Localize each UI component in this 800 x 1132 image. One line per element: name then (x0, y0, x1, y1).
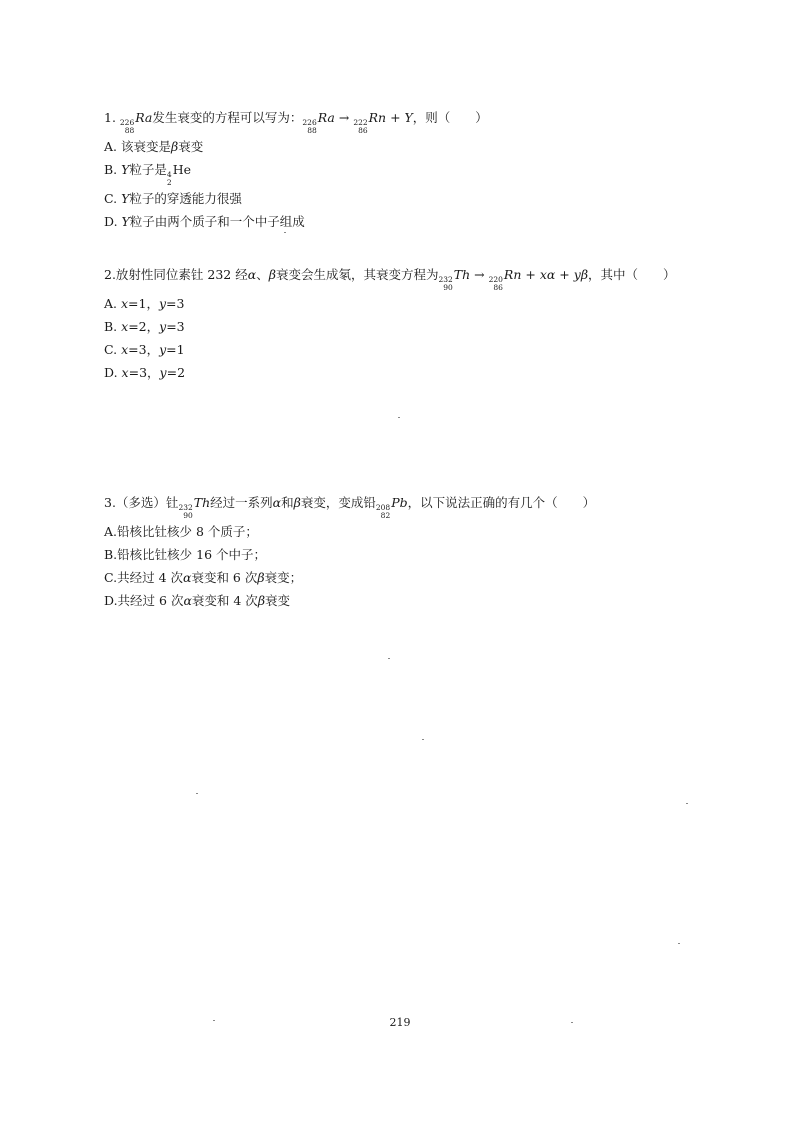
option-b: B. Y粒子是 4 2 He (104, 158, 488, 187)
nuclide-rn-222: 222 86 Rn (353, 110, 387, 135)
scan-speck (678, 943, 680, 944)
arrow: → (470, 267, 489, 282)
question-1-stem: 1. 226 88 Ra发生衰变的方程可以写为： 226 88 Ra → 222 86 Rn + Y，则（ ） (104, 106, 488, 135)
option-d: D.共经过 6 次α衰变和 4 次β衰变 (104, 593, 291, 608)
option-d: D. Y粒子由两个质子和一个中子组成 (104, 214, 305, 229)
scan-speck (686, 803, 688, 804)
question-2-stem: 2.放射性同位素钍 232 经α、β衰变会生成氡，其衰变方程为 232 90 Th → 220 86 Rn + xα + yβ，其中（ ） (104, 263, 676, 292)
nuclide-pb-208: 208 82 Pb (375, 495, 408, 520)
question-1 (104, 106, 488, 233)
nuclide-rn-220: 220 86 Rn (488, 267, 522, 292)
nuclide-th-232: 232 90 Th (178, 495, 211, 520)
stem-text: 发生衰变的方程可以写为： (152, 110, 303, 125)
option-b: B. x=2，y=3 (104, 319, 185, 334)
scan-speck (284, 232, 286, 233)
scan-speck (388, 658, 390, 659)
option-a: A. 该衰变是β衰变 (104, 139, 204, 154)
arrow: → (334, 110, 354, 125)
question-2 (104, 263, 676, 384)
question-3-stem: 3.（多选）钍 232 90 Th经过一系列α和β衰变，变成铅 208 82 Pb，以下说法正确的有几个（ ） (104, 491, 595, 520)
page-number: 219 (389, 1016, 411, 1029)
nuclide-th-232: 232 90 Th (438, 267, 471, 292)
option-c: C. Y粒子的穿透能力很强 (104, 191, 242, 206)
option-a: A. x=1，y=3 (104, 296, 185, 311)
nuclide-he-4: 4 2 He (166, 162, 192, 187)
option-b: B.铅核比钍核少 16 个中子； (104, 547, 267, 562)
scan-speck (196, 793, 198, 794)
question-3 (104, 491, 595, 612)
option-d: D. x=3，y=2 (104, 365, 186, 380)
nuclide-ra-226: 226 88 Ra (119, 110, 153, 135)
nuclide-ra-226: 226 88 Ra (302, 110, 335, 135)
scan-speck (398, 417, 400, 418)
option-a: A.铅核比钍核少 8 个质子； (104, 524, 258, 539)
option-c: C.共经过 4 次α衰变和 6 次β衰变； (104, 570, 303, 585)
option-c: C. x=3，y=1 (104, 342, 185, 357)
scan-speck (422, 739, 424, 740)
stem-text: 1. (104, 110, 120, 125)
